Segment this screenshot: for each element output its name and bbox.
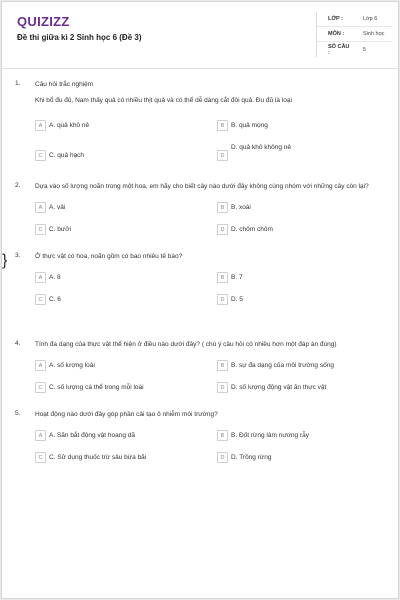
option-a[interactable] [35,360,95,371]
option-letter-box: D [217,294,228,305]
question-text: Ở thực vật có hoa, noãn gồm có bao nhiêu tế bào? [35,253,183,260]
option-text: D. chôm chôm [231,225,273,233]
worksheet-title: Đề thi giữa kì 2 Sinh học 6 (Đề 3) [17,33,142,42]
option-b[interactable] [217,430,309,441]
option-d[interactable] [217,382,326,393]
info-table [316,12,392,57]
option-letter-box: D [217,224,228,235]
question-prompt: Câu hỏi trắc nghiệm [35,81,94,88]
option-text: B. sự đa dạng của môi trường sống [231,361,334,369]
info-row-question-count [317,42,392,57]
option-letter-box: A [35,360,46,371]
option-text: B. Đốt rừng làm nương rẫy [231,431,309,439]
option-letter-box: D [217,150,228,161]
option-text: A. số lượng loài [49,361,95,369]
option-letter-box: A [35,272,46,283]
option-letter-box: B [217,120,228,131]
option-text: C. 6 [49,295,61,303]
option-a[interactable] [35,120,89,131]
option-text: B. xoài [231,203,251,211]
option-letter-box: A [35,430,46,441]
option-text: C. số lượng cá thể trong mỗi loài [49,383,144,391]
info-label: SỐ CÂU : [328,43,350,56]
option-text: A. Săn bắt động vật hoang dã [49,431,136,439]
option-c[interactable] [35,150,84,161]
option-text: D. số lượng động vật ăn thực vật [231,383,327,391]
info-row-subject [317,27,392,42]
info-value: Sinh học [363,31,385,37]
option-letter-box: B [217,430,228,441]
option-letter-box: A [35,120,46,131]
option-letter-box: C [35,382,46,393]
option-a[interactable] [35,202,65,213]
question-number: 1. [15,80,21,87]
question-detail: Khi bổ đu đủ, Nam thấy quả có nhiều thịt quả và có thể dễ dàng cắt đôi quả. Đu đủ là loại [35,97,292,104]
question-number: 2. [15,182,21,189]
option-d[interactable] [217,143,291,161]
question-text: Dựa vào số lượng noãn trong một hoa, em hãy cho biết cây nào dưới đây không cùng nhóm với những cây còn lại? [35,183,369,190]
option-letter-box: A [35,202,46,213]
quizizz-logo: QUIZIZZ [17,14,70,29]
question-number: 5. [15,410,21,417]
option-d[interactable] [217,224,273,235]
option-b[interactable] [217,202,251,213]
info-label: LỚP : [328,16,343,22]
worksheet-page [1,1,399,599]
option-letter-box: B [217,360,228,371]
option-text: D. quả khô không nẻ [231,143,291,151]
info-value: 5 [363,46,367,53]
option-letter-box: C [35,224,46,235]
option-b[interactable] [217,360,334,371]
option-text: A. vải [49,203,66,211]
option-d[interactable] [217,294,243,305]
option-c[interactable] [35,382,144,393]
option-d[interactable] [217,452,271,463]
question-number: 4. [15,340,21,347]
option-letter-box: D [217,452,228,463]
option-text: A. quả khô nẻ [49,121,90,129]
option-letter-box: D [217,382,228,393]
question-3: 3. Ở thực vật có hoa, noãn gồm có bao nhiêu tế bào? A A. 8 B B. 7 C C. 6 D D. 5 } [2,252,400,270]
question-text: Tính đa dạng của thực vật thể hiện ở điều nào dưới đây? ( chú ý câu hỏi có nhiều hơn một đáp án đúng) [35,341,337,348]
option-c[interactable] [35,224,71,235]
option-text: D. Trồng rừng [231,453,272,461]
option-text: C. quả hạch [49,151,85,159]
option-text: C. Sử dụng thuốc trừ sâu bừa bãi [49,453,147,461]
option-a[interactable] [35,272,61,283]
option-text: C. bưởi [49,225,71,233]
option-letter-box: B [217,272,228,283]
option-letter-box: C [35,294,46,305]
question-text: Hoạt động nào dưới đây góp phần cải tạo ô nhiễm môi trường? [35,411,218,418]
option-text: D. 5 [231,295,243,303]
option-b[interactable] [217,272,243,283]
info-value: Lớp 6 [363,16,378,22]
option-letter-box: C [35,452,46,463]
option-c[interactable] [35,452,146,463]
option-letter-box: B [217,202,228,213]
option-a[interactable] [35,430,135,441]
option-text: B. quả mọng [231,121,268,129]
option-c[interactable] [35,294,61,305]
question-text [35,80,390,105]
option-text: A. 8 [49,273,61,281]
info-label: MÔN : [328,31,345,37]
question-list [2,78,400,461]
question-number: 3. [15,252,21,259]
option-letter-box: C [35,150,46,161]
info-row-grade [317,12,392,27]
header-divider [2,68,398,69]
option-b[interactable] [217,120,268,131]
option-text: B. 7 [231,273,243,281]
